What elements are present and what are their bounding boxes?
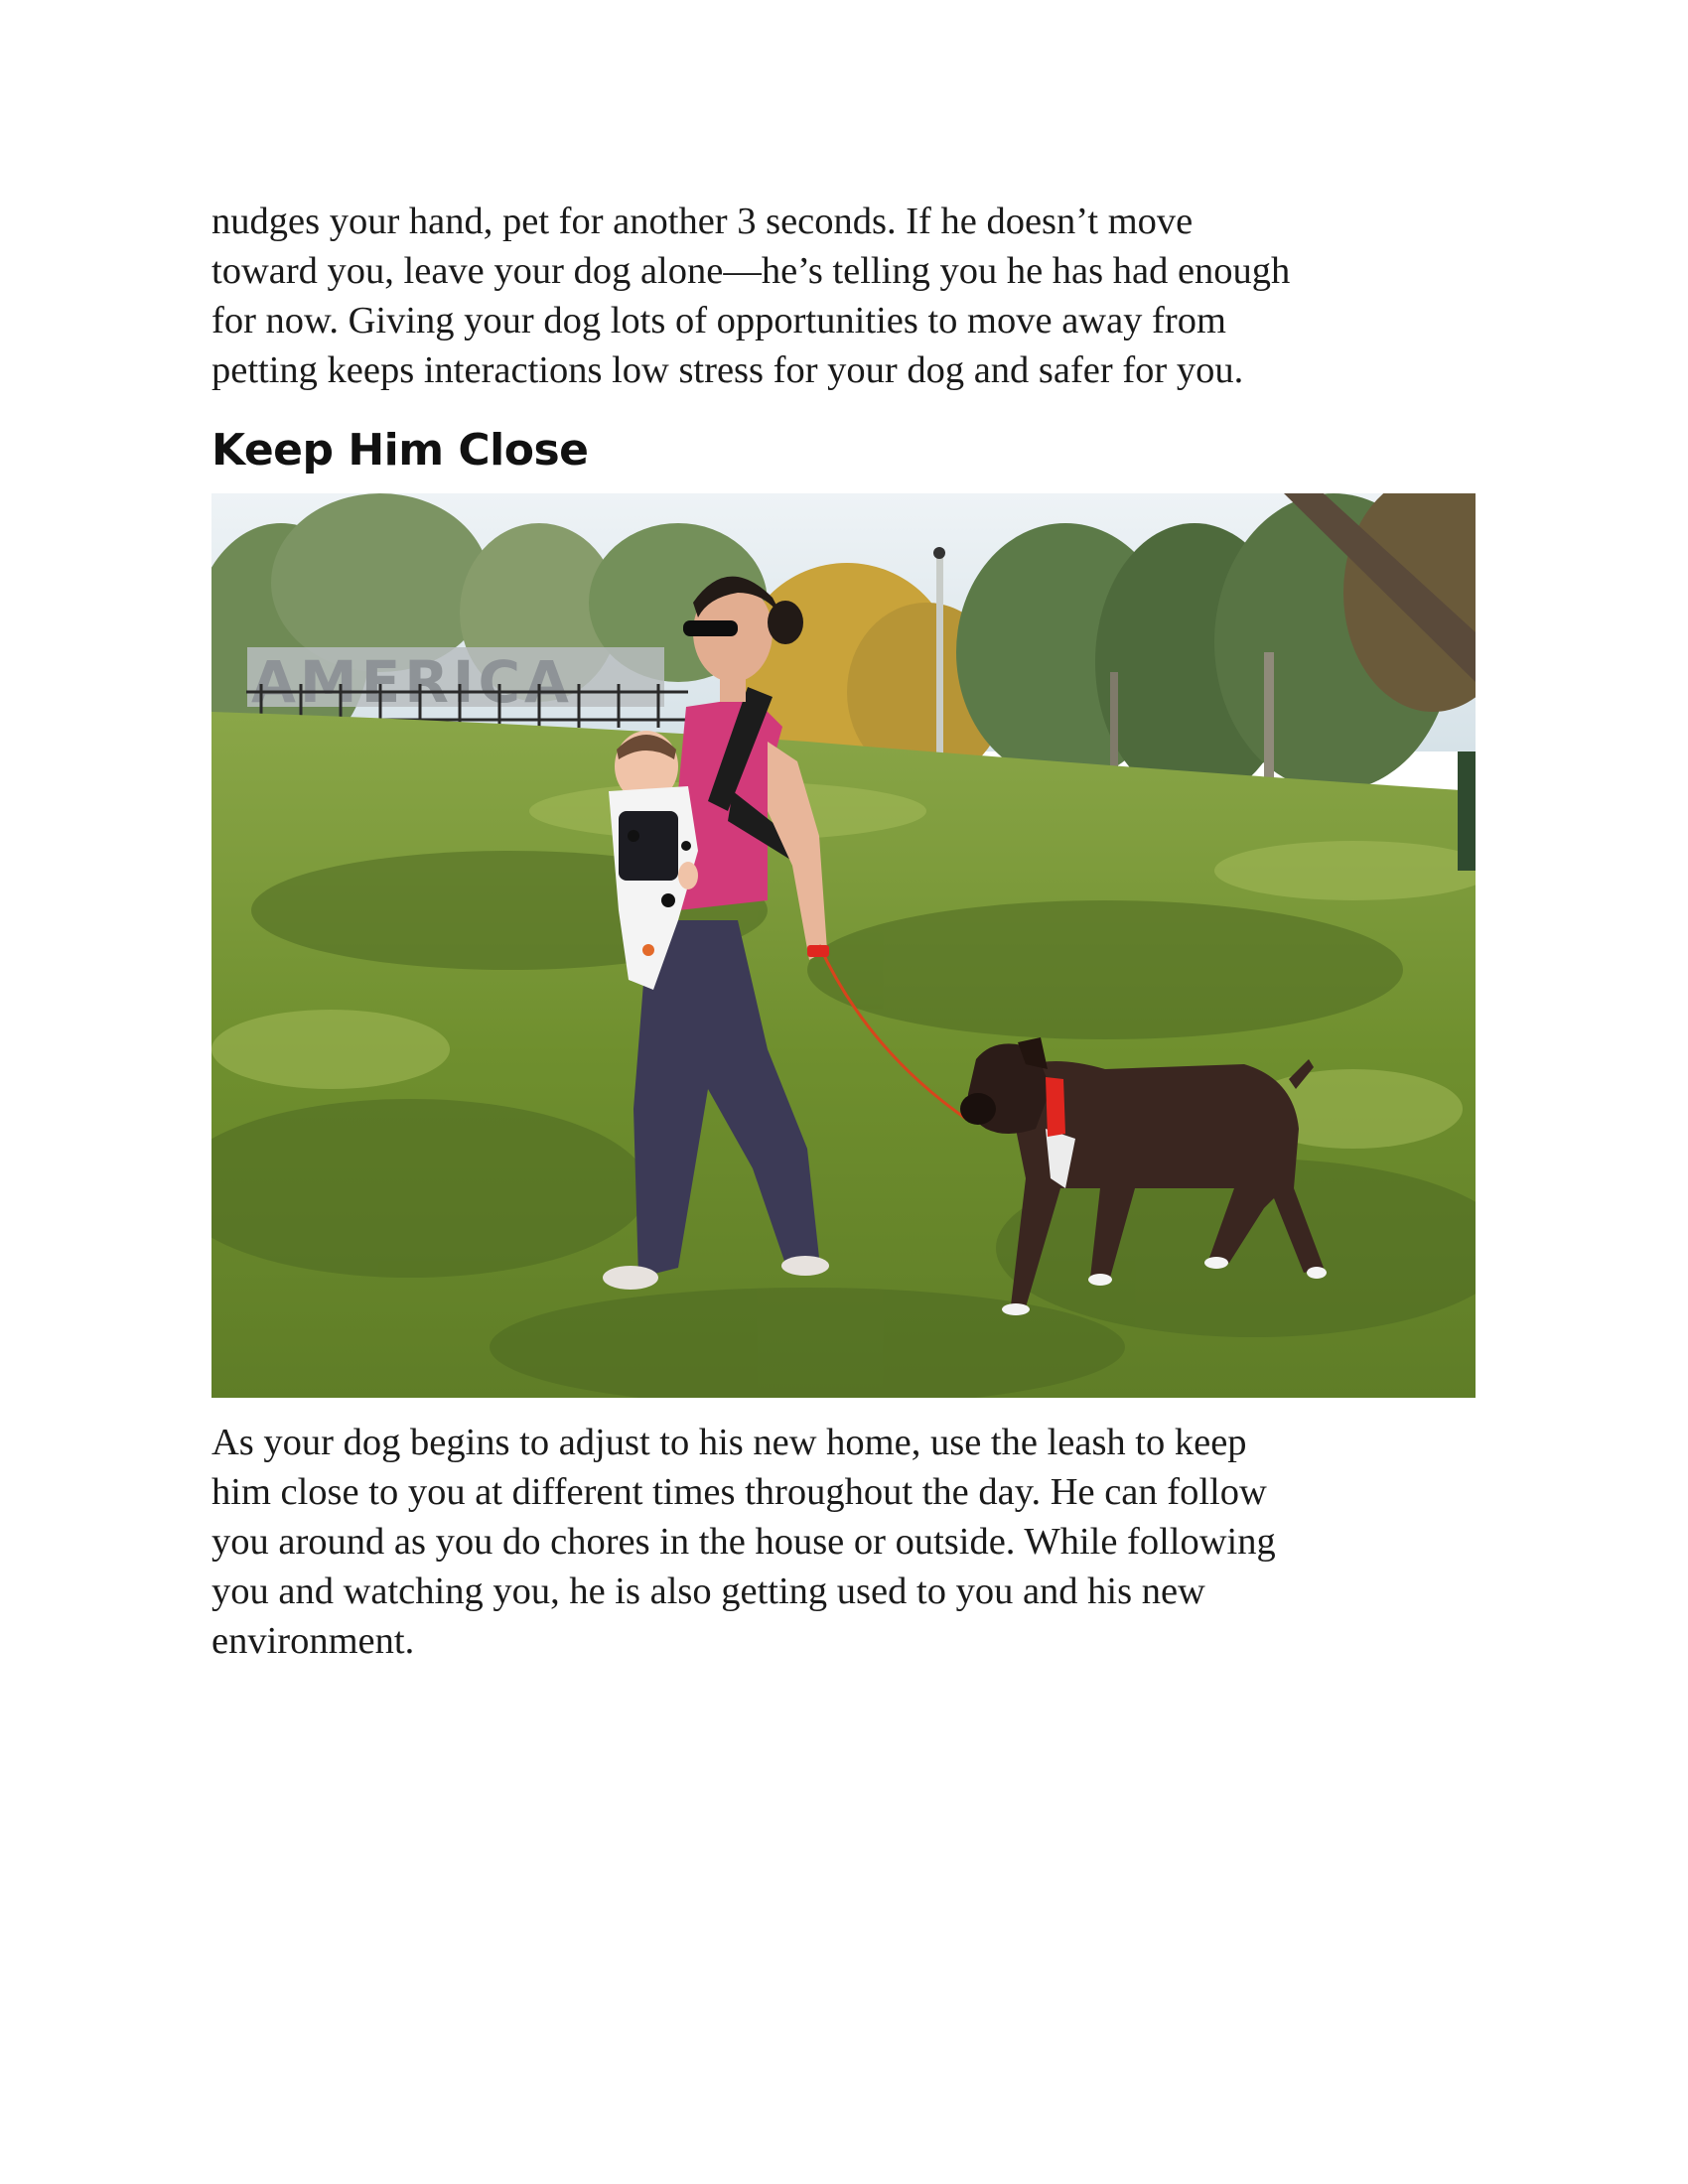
text-line: toward you, leave your dog alone—he’s telling you he has had enough xyxy=(211,250,1291,292)
america-sign-text: AMERICA xyxy=(251,648,573,716)
text-line: for now. Giving your dog lots of opportunities to move away from xyxy=(211,300,1226,341)
text-line: environment. xyxy=(211,1620,415,1662)
text-line: you and watching you, he is also getting used to you and his new xyxy=(211,1570,1205,1612)
america-sign xyxy=(247,647,664,716)
paragraph-bottom xyxy=(211,1418,1492,1666)
text-line: him close to you at different times throughout the day. He can follow xyxy=(211,1471,1267,1513)
text-line: you around as you do chores in the house or outside. While following xyxy=(211,1521,1276,1563)
photo-illustration xyxy=(211,493,1476,1398)
section-heading: Keep Him Close xyxy=(211,425,589,476)
photo-woman-walking-dog xyxy=(211,493,1476,1398)
text-line: As your dog begins to adjust to his new home, use the leash to keep xyxy=(211,1422,1247,1463)
text-line: nudges your hand, pet for another 3 seconds. If he doesn’t move xyxy=(211,201,1194,242)
text-line: petting keeps interactions low stress for your dog and safer for you. xyxy=(211,349,1244,391)
paragraph-top xyxy=(211,197,1492,395)
